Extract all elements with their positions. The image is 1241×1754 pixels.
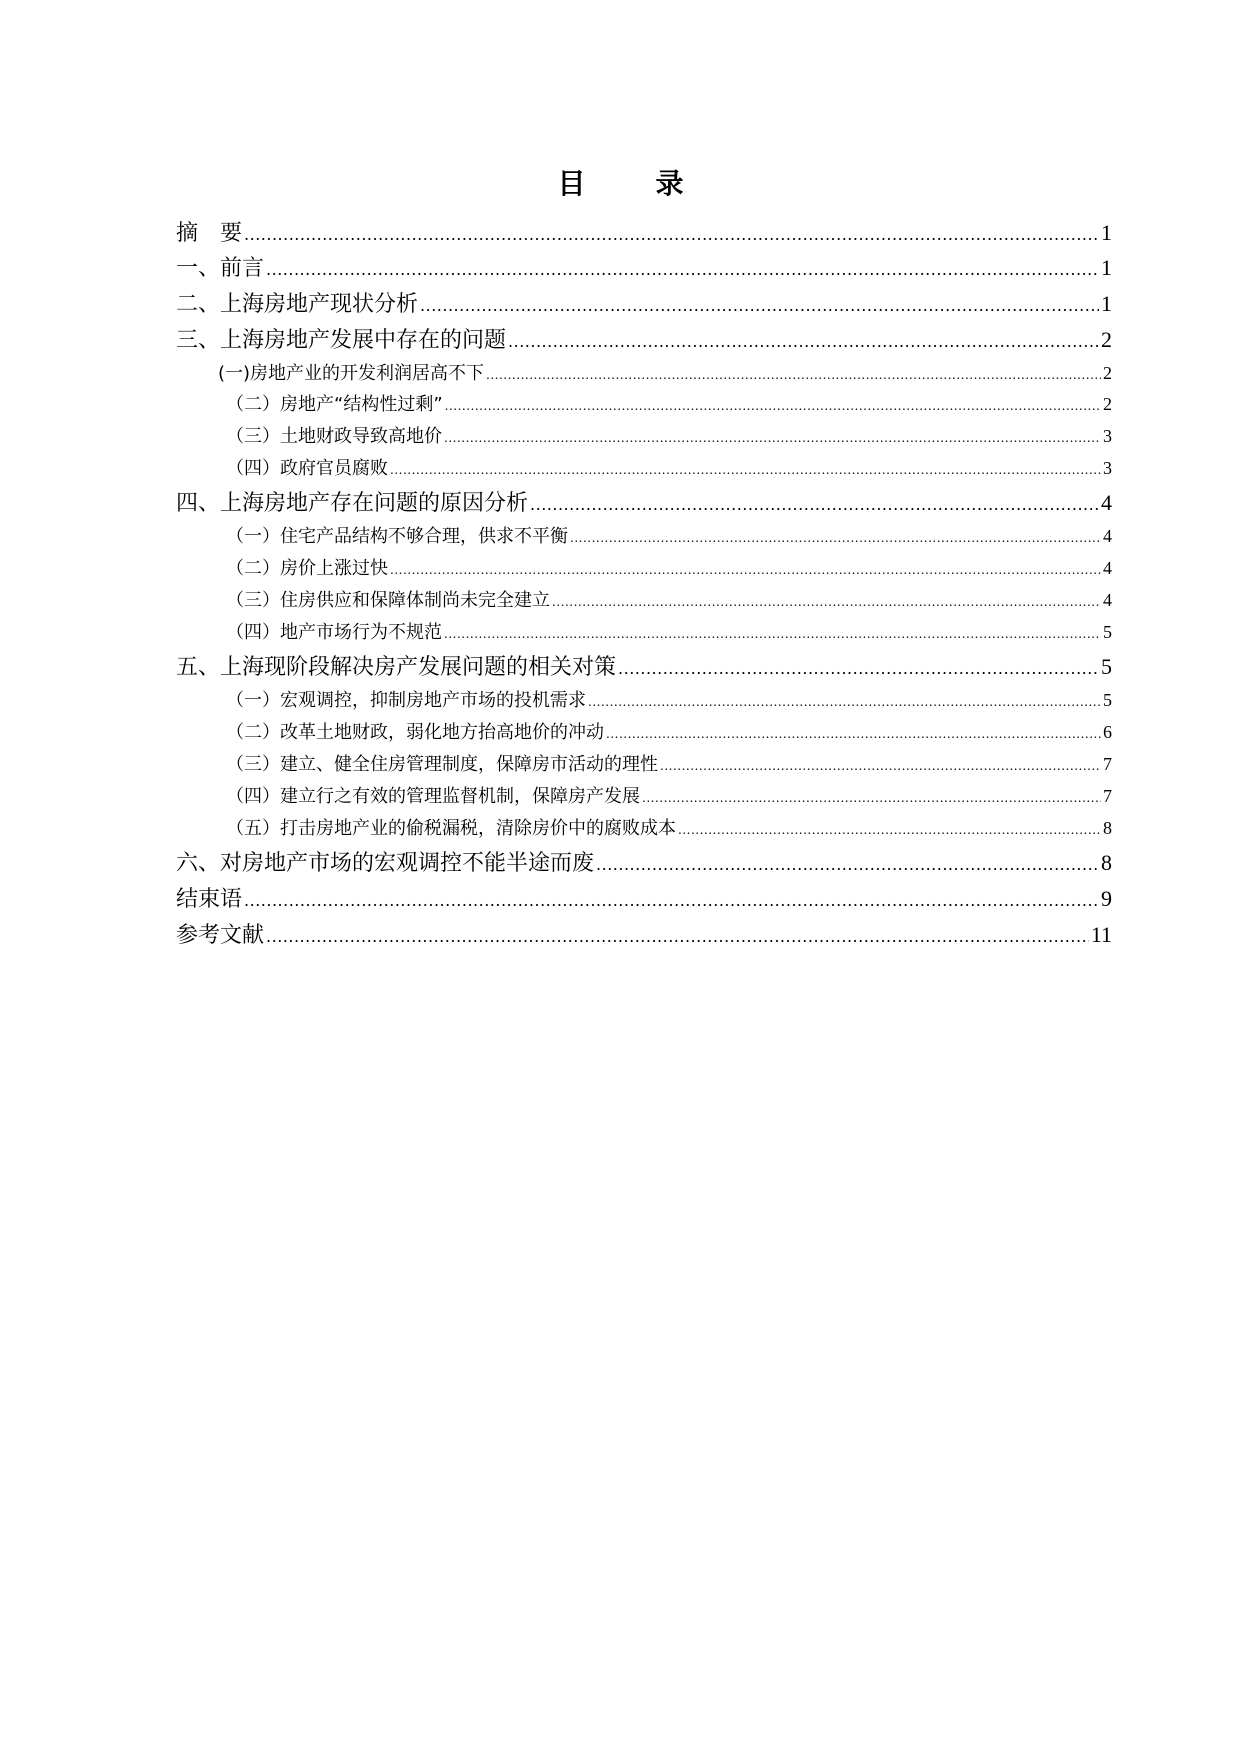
toc-entry-label: 结束语 xyxy=(176,887,243,912)
page-title xyxy=(0,162,1241,202)
toc-entry-section-5[interactable] xyxy=(176,650,1112,681)
toc-page-number: 5 xyxy=(1103,690,1112,710)
toc-page-number: 11 xyxy=(1090,922,1112,947)
toc-entry-label: 二、上海房地产现状分析 xyxy=(176,292,419,317)
toc-leader-dots xyxy=(606,727,1101,741)
toc-entry-section-5-1[interactable] xyxy=(176,686,1112,712)
toc-leader-dots xyxy=(420,296,1099,315)
toc-page-number: 2 xyxy=(1101,327,1112,352)
toc-leader-dots xyxy=(390,563,1101,577)
toc-entry-references[interactable] xyxy=(176,918,1112,949)
toc-page-number: 4 xyxy=(1103,558,1112,578)
toc-page-number: 7 xyxy=(1103,786,1112,806)
toc-page-number: 5 xyxy=(1103,622,1112,642)
toc-entry-section-5-2[interactable] xyxy=(176,718,1112,744)
toc-entry-label: （三）住房供应和保障体制尚未完全建立 xyxy=(226,590,550,611)
toc-leader-dots xyxy=(508,332,1099,351)
toc-page-number: 2 xyxy=(1103,394,1112,414)
toc-entry-section-3-2[interactable] xyxy=(176,390,1112,416)
toc-entry-section-5-5[interactable] xyxy=(176,814,1112,840)
toc-entry-label: （一）宏观调控，抑制房地产市场的投机需求 xyxy=(226,690,586,711)
toc-leader-dots xyxy=(570,531,1101,545)
toc-entry-label: （一）住宅产品结构不够合理，供求不平衡 xyxy=(226,526,568,547)
toc-leader-dots xyxy=(444,431,1101,445)
toc-page-number: 7 xyxy=(1103,754,1112,774)
toc-entry-section-4-1[interactable] xyxy=(176,522,1112,548)
toc-entry-label: （二）改革土地财政，弱化地方抬高地价的冲动 xyxy=(226,722,604,743)
toc-entry-section-3-1[interactable] xyxy=(176,359,1112,385)
toc-leader-dots xyxy=(530,495,1099,514)
toc-entry-section-5-3[interactable] xyxy=(176,750,1112,776)
toc-entry-section-2[interactable] xyxy=(176,287,1112,318)
toc-page-number: 1 xyxy=(1101,291,1112,316)
toc-entry-label: 摘 要 xyxy=(176,221,243,246)
toc-page-number: 4 xyxy=(1103,590,1112,610)
toc-leader-dots xyxy=(244,225,1099,244)
toc-entry-label: 一、前言 xyxy=(176,256,265,281)
toc-leader-dots xyxy=(444,627,1101,641)
toc-entry-conclusion[interactable] xyxy=(176,882,1112,913)
toc-entry-label: （三）建立、健全住房管理制度，保障房市活动的理性 xyxy=(226,754,658,775)
toc-leader-dots xyxy=(596,855,1099,874)
toc-page-number: 4 xyxy=(1103,526,1112,546)
toc-leader-dots xyxy=(642,791,1101,805)
toc-leader-dots xyxy=(244,891,1099,910)
toc-entry-label: 六、对房地产市场的宏观调控不能半途而废 xyxy=(176,851,595,876)
toc-entry-label: 参考文献 xyxy=(176,923,265,948)
toc-page-number: 3 xyxy=(1103,458,1112,478)
toc-page-number: 6 xyxy=(1103,722,1112,742)
toc-entry-section-4[interactable] xyxy=(176,486,1112,517)
toc-entry-label: (一)房地产业的开发利润居高不下 xyxy=(218,363,485,384)
toc-entry-section-6[interactable] xyxy=(176,846,1112,877)
toc-entry-section-4-4[interactable] xyxy=(176,618,1112,644)
toc-leader-dots xyxy=(266,260,1099,279)
toc-leader-dots xyxy=(266,927,1089,946)
toc-leader-dots xyxy=(486,368,1101,382)
toc-page-number: 2 xyxy=(1103,363,1112,383)
toc-page-number: 1 xyxy=(1101,255,1112,280)
toc-leader-dots xyxy=(588,695,1101,709)
toc-entry-label: （四）政府官员腐败 xyxy=(226,458,388,479)
toc-entry-label: （五）打击房地产业的偷税漏税，清除房价中的腐败成本 xyxy=(226,818,676,839)
toc-page-number: 4 xyxy=(1101,490,1112,515)
toc-entry-label: （四）建立行之有效的管理监督机制，保障房产发展 xyxy=(226,786,640,807)
toc-leader-dots xyxy=(445,399,1101,413)
toc-entry-label: 五、上海现阶段解决房产发展问题的相关对策 xyxy=(176,655,617,680)
toc-leader-dots xyxy=(678,823,1101,837)
toc-entry-label: 四、上海房地产存在问题的原因分析 xyxy=(176,491,529,516)
toc-page-number: 3 xyxy=(1103,426,1112,446)
toc-leader-dots xyxy=(618,659,1099,678)
toc-entry-section-3-3[interactable] xyxy=(176,422,1112,448)
toc-page-number: 9 xyxy=(1101,886,1112,911)
toc-leader-dots xyxy=(552,595,1101,609)
toc-page-number: 1 xyxy=(1101,220,1112,245)
toc-entry-section-3[interactable] xyxy=(176,323,1112,354)
toc-entry-label: （二）房价上涨过快 xyxy=(226,558,388,579)
toc-leader-dots xyxy=(390,463,1101,477)
title-char-2: 录 xyxy=(655,167,684,200)
toc-leader-dots xyxy=(660,759,1101,773)
toc-entry-section-4-2[interactable] xyxy=(176,554,1112,580)
toc-entry-section-5-4[interactable] xyxy=(176,782,1112,808)
title-char-1: 目 xyxy=(557,167,586,200)
toc-entry-section-3-4[interactable] xyxy=(176,454,1112,480)
toc-entry-label: （三）土地财政导致高地价 xyxy=(226,426,442,447)
toc-entry-preface[interactable] xyxy=(176,251,1112,282)
toc-page-number: 8 xyxy=(1101,850,1112,875)
toc-entry-label: （四）地产市场行为不规范 xyxy=(226,622,442,643)
toc-entry-abstract[interactable] xyxy=(176,216,1112,247)
toc-page-number: 5 xyxy=(1101,654,1112,679)
toc-entry-label: （二）房地产“结构性过剩” xyxy=(226,394,443,415)
toc-entry-label: 三、上海房地产发展中存在的问题 xyxy=(176,328,507,353)
toc-page-number: 8 xyxy=(1103,818,1112,838)
toc-entry-section-4-3[interactable] xyxy=(176,586,1112,612)
